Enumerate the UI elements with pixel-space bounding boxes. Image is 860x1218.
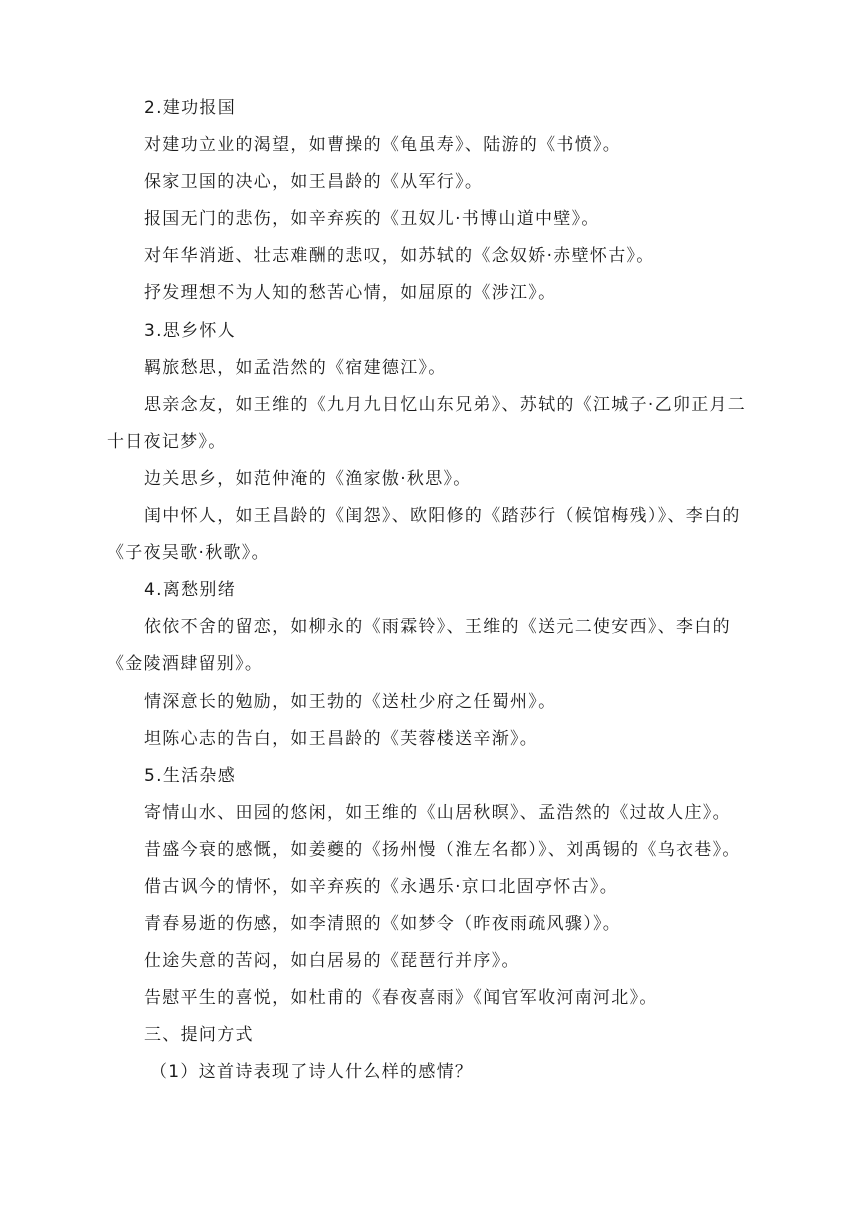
document-body	[107, 90, 752, 1092]
section-heading: 3.思乡怀人	[144, 320, 237, 341]
section-heading: 2.建功报国	[144, 98, 237, 118]
paragraph: 保家卫国的决心，如王昌龄的《从军行》。	[144, 172, 484, 193]
paragraph: 抒发理想不为人知的愁苦心情，如屈原的《涉江》。	[144, 283, 557, 304]
paragraph: 对年华消逝、壮志难酬的悲叹，如苏轼的《念奴娇·赤壁怀古》。	[144, 246, 655, 267]
paragraph: 思亲念友，如王维的《九月九日忆山东兄弟》、苏轼的《江城子·乙卯正月二十日夜记梦》。	[107, 394, 747, 452]
paragraph: 对建功立业的渴望，如曹操的《龟虽寿》、陆游的《书愤》。	[144, 135, 622, 156]
paragraph: 仕途失意的苦闷，如白居易的《琵琶行并序》。	[144, 951, 520, 972]
paragraph: 报国无门的悲伤，如辛弃疾的《丑奴儿·书博山道中壁》。	[144, 209, 600, 230]
paragraph: 羁旅愁思，如孟浩然的《宿建德江》。	[144, 357, 447, 378]
section-heading: 三、提问方式	[144, 1025, 254, 1046]
paragraph: 告慰平生的喜悦，如杜甫的《春夜喜雨》《闻官军收河南河北》。	[144, 988, 658, 1009]
paragraph: 依依不舍的留恋，如柳永的《雨霖铃》、王维的《送元二使安西》、李白的《金陵酒肆留别》。	[107, 617, 731, 675]
paragraph: 寄情山水、田园的悠闲，如王维的《山居秋暝》、孟浩然的《过故人庄》。	[144, 802, 731, 823]
paragraph: 借古讽今的情怀，如辛弃疾的《永遇乐·京口北固亭怀古》。	[144, 876, 619, 897]
paragraph: 青春易逝的伤感，如李清照的《如梦令（昨夜雨疏风骤）》。	[144, 914, 622, 935]
paragraph: 坦陈心志的告白，如王昌龄的《芙蓉楼送辛渐》。	[144, 728, 539, 749]
section-heading: 5.生活杂感	[144, 765, 237, 786]
paragraph: 边关思乡，如范仲淹的《渔家傲·秋思》。	[144, 468, 472, 489]
paragraph: 昔盛今衰的感慨，如姜夔的《扬州慢（淮左名都）》、刘禹锡的《乌衣巷》。	[144, 839, 741, 860]
question-item: （1）这首诗表现了诗人什么样的感情？	[150, 1062, 474, 1083]
section-heading: 4.离愁别绪	[144, 580, 237, 601]
paragraph: 闺中怀人，如王昌龄的《闺怨》、欧阳修的《踏莎行（候馆梅残）》、李白的《子夜吴歌·秋歌》。	[107, 506, 741, 564]
paragraph: 情深意长的勉励，如王勃的《送杜少府之任蜀州》。	[144, 691, 557, 712]
